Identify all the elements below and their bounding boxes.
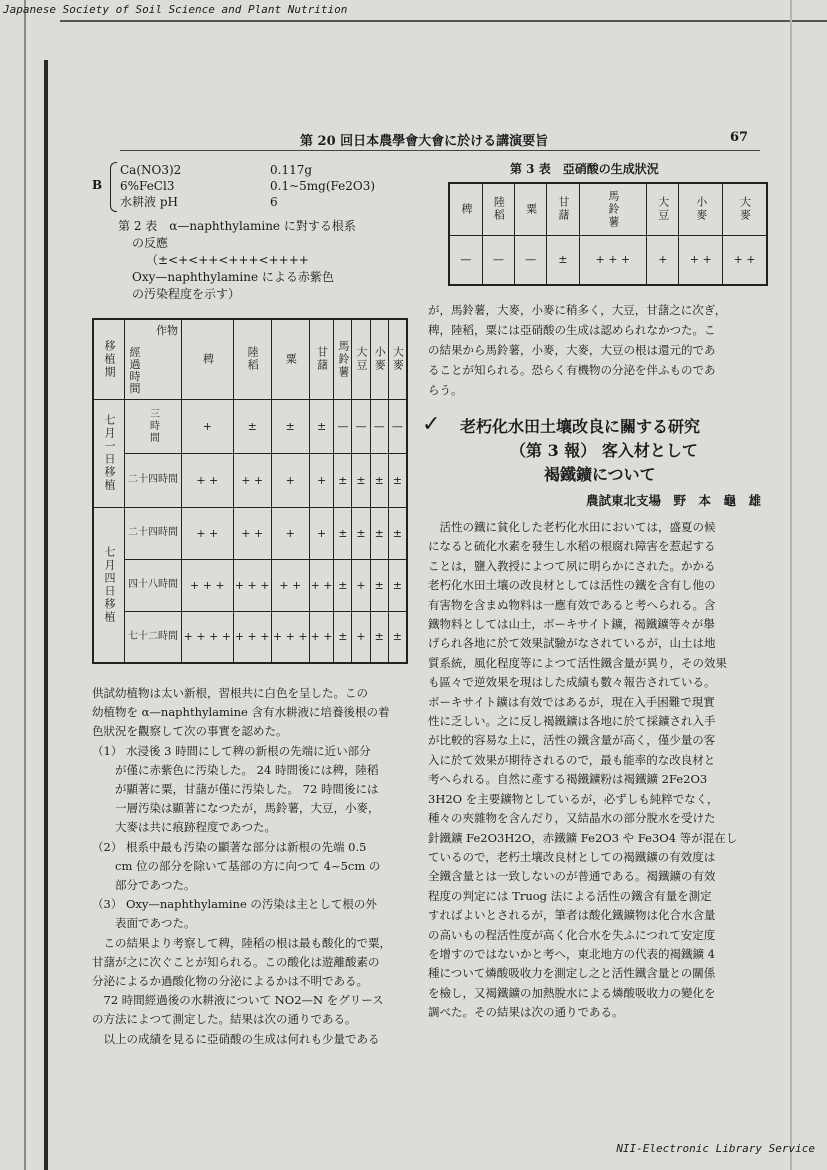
table2-cell: + + + bbox=[182, 559, 234, 611]
table2-cell: + bbox=[309, 453, 334, 507]
table2-crop-header: 粟 bbox=[271, 319, 309, 399]
table2-cell: ± bbox=[309, 399, 334, 453]
table2-cell: ± bbox=[370, 453, 388, 507]
article-body: 活性の鐵に貧化した老朽化水田においては，盛夏の候 になると硫化水素を發生し水稻の根腐れ障害を惹起する ことは，鹽入教授によつて夙に明らかにされた。かかる 老朽化水田土壤の改良材としては活性の鐵を含有し他の 有害物を含まぬ物料は一應有效であると考へられる。含 鐵物料としては山土，ボーキサイト鑛，褐鐵鑛等々が舉 げられ各地に於て效果試驗がなされているが，山土は地 質系統，風化程度等によつて活性鐵含量が異り，その效果 も區々で逆效果を現はした成績も數々報告されている。 ボーキサイト鑛は有效ではあるが，現在入手困難で現實 性に乏しい。之に反し褐鐵鑛は各地に於て採鑛され入手 が比較的容易な上に，活性の鐵含量が高く，僅少量の客 入に於て效果が期待されるので，最も能率的な改良材と 考へられる。自然に產する褐鐵鑛粉は褐鐵鑛 2Fe2O3 3H2O を主要鑛物としているが，必ずしも純粹でなく， 種々の夾雜物を含んだり，又結晶水の部分脫水を受けた 針鐵鑛 Fe2O3H2O，赤鐵鑛 Fe2O3 や Fe3O4 等が混在し ているので，老朽土壤改良材としての褐鐵鑛の有效度は 全鐵含量とは一致しないのが普通である。褐鐵鑛の有效 程度の判定には Truog 法による活性の鐵含有量を測定 すればよいとされるが，筆者は酸化鐵鑛物は化合水含量 の高いもの程活性度が高く化合水を失ふにつれて安定度 を增すのではないかと考へ，東北地方の代表的褐鐵鑛 4 種について燐酸吸收力を測定し之と活性鐵含量との關係 を檢し，又褐鐵鑛の加熱脫水による燐酸吸收力の變化を 調べた。その結果は次の通りである。 bbox=[428, 520, 738, 1020]
table2-cell: ± bbox=[388, 559, 407, 611]
table2-cell: + + + + bbox=[182, 611, 234, 663]
table-row bbox=[93, 399, 407, 453]
table3-crop-header: 陸稻 bbox=[482, 183, 514, 235]
table2-cell: ± bbox=[388, 507, 407, 559]
table2-crop-header: 大豆 bbox=[352, 319, 370, 399]
formula-row: 水耕液 pH 6 bbox=[120, 195, 278, 209]
table2-cell: ± bbox=[334, 559, 352, 611]
running-header: 第 20 回日本農學會大會に於ける講演要旨 bbox=[300, 134, 549, 149]
table3-header-row bbox=[449, 183, 767, 235]
table3-cell: ± bbox=[547, 235, 579, 285]
table2-cell: — bbox=[352, 399, 370, 453]
formula-label: B bbox=[92, 178, 103, 192]
formula-row: 6%FeCl3 0.1~5mg(Fe2O3) bbox=[120, 179, 376, 193]
table2-cell: + bbox=[271, 507, 309, 559]
table2-cell: ± bbox=[271, 399, 309, 453]
table2-time-cell: 七十二時間 bbox=[125, 611, 182, 663]
table3-crop-header: 馬鈴薯 bbox=[579, 183, 647, 235]
article-title-line: 老朽化水田土壤改良に關する研究 bbox=[460, 417, 701, 436]
table2-period-cell: 七月一日移植 bbox=[93, 399, 125, 507]
table2-crop-header: 甘藷 bbox=[309, 319, 334, 399]
table2-cell: — bbox=[334, 399, 352, 453]
table3-cell: + + + bbox=[579, 235, 647, 285]
table2-period-cell: 七月四日移植 bbox=[93, 507, 125, 663]
table3-crop-header: 小麥 bbox=[679, 183, 723, 235]
table3-crop-header: 甘藷 bbox=[547, 183, 579, 235]
table2-cell: ± bbox=[388, 453, 407, 507]
table2-cell: + bbox=[182, 399, 234, 453]
table3-cell: + + bbox=[679, 235, 723, 285]
check-mark: ✓ bbox=[422, 412, 441, 437]
table2-cell: + + + bbox=[271, 611, 309, 663]
article-author: 農試東北支場 野 本 龜 雄 bbox=[586, 493, 762, 508]
table2-cell: + + bbox=[182, 507, 234, 559]
page-number: 67 bbox=[730, 130, 749, 145]
binding-shadow bbox=[24, 0, 26, 1170]
table2-cell: ± bbox=[334, 453, 352, 507]
table2-cell: + + bbox=[271, 559, 309, 611]
table3-cell: — bbox=[449, 235, 482, 285]
table2-cell: + bbox=[352, 559, 370, 611]
table2-cell: + bbox=[352, 611, 370, 663]
formula-row: Ca(NO3)2 0.117g bbox=[120, 163, 313, 177]
table2-cell: + + bbox=[309, 559, 334, 611]
table-row bbox=[93, 611, 407, 663]
table2-cell: — bbox=[370, 399, 388, 453]
table2-cell: + + bbox=[309, 611, 334, 663]
binding-edge bbox=[44, 60, 48, 1170]
footer-service: NII-Electronic Library Service bbox=[616, 1142, 815, 1155]
table3-cell: — bbox=[514, 235, 546, 285]
source-header: Japanese Society of Soil Science and Plant Nutrition bbox=[3, 3, 348, 16]
table3-cell: + bbox=[647, 235, 679, 285]
table2-cell: ± bbox=[370, 611, 388, 663]
table2 bbox=[92, 318, 408, 664]
table-row bbox=[93, 453, 407, 507]
table3-cell: — bbox=[482, 235, 514, 285]
table2-cell: + + bbox=[182, 453, 234, 507]
table2-time-cell: 二十四時間 bbox=[125, 507, 182, 559]
table2-cell: ± bbox=[233, 399, 271, 453]
table2-cell: + + + bbox=[233, 559, 271, 611]
table2-time-cell: 四十八時間 bbox=[125, 559, 182, 611]
table2-cell: + + + bbox=[233, 611, 271, 663]
table3-crop-header: 粟 bbox=[514, 183, 546, 235]
table2-crop-header: 陸稻 bbox=[233, 319, 271, 399]
table-row bbox=[93, 507, 407, 559]
table2-cell: ± bbox=[334, 611, 352, 663]
table3-crop-header: 稗 bbox=[449, 183, 482, 235]
table3-caption: 第 3 表 亞硝酸の生成狀況 bbox=[510, 162, 659, 176]
table2-cell: ± bbox=[370, 559, 388, 611]
table2-header-row bbox=[93, 319, 407, 399]
table-row bbox=[449, 235, 767, 285]
table2-crop-header: 稗 bbox=[182, 319, 234, 399]
table2-cell: + bbox=[309, 507, 334, 559]
table2-cell: ± bbox=[388, 611, 407, 663]
table2-cell: ± bbox=[352, 507, 370, 559]
table2-crop-header: 大麥 bbox=[388, 319, 407, 399]
table2-time-cell: 三時間 bbox=[125, 399, 182, 453]
table3-cell: + + bbox=[722, 235, 767, 285]
table2-cell: ± bbox=[370, 507, 388, 559]
table2-corner-period: 移植期 bbox=[93, 319, 125, 399]
table2-cell: ± bbox=[334, 507, 352, 559]
table3-crop-header: 大豆 bbox=[647, 183, 679, 235]
table2-cell: + + bbox=[233, 507, 271, 559]
table2-corner: 作物 經過時間 bbox=[125, 319, 182, 399]
left-body: 供試幼植物は太い新根，習根共に白色を呈した。この 幼植物を α—naphthylamine 含有水耕液に培養後根の着 色狀況を觀察して次の事實を認めた。 （1） 水浸後 3 時間にして稗の新根の先端に近い部分 が僅に赤紫色に汚染した。 24 時間後には稗，陸稻 が顯著に粟，甘藷が僅に汚染した。 72 時間後には 一層汚染は顯著になつたが，馬鈴薯，大豆，小麥， 大麥は共に痕跡程度であつた。 （2） 根系中最も汚染の顯著な部分は新根の先端 0.5 cm 位の部分を除いて基部の方に向つて 4~5cm の 部分であつた。 （3） Oxy—naphthylamine の汚染は主として根の外 表面であつた。 この結果より考察して稗，陸稻の根は最も酸化的で粟， 甘藷が之に次ぐことが知られる。この酸化は遊離酸素の 分泌によるか過酸化物の分泌によるかは不明である。 72 時間經過後の水耕液について NO2—N をグリース の方法によつて測定した。結果は次の通りである。 以上の成績を見るに亞硝酸の生成は何れも少量である bbox=[92, 686, 391, 1046]
table2-crop-header: 小麥 bbox=[370, 319, 388, 399]
table2-time-cell: 二十四時間 bbox=[125, 453, 182, 507]
table3 bbox=[448, 182, 768, 286]
formula-bracket bbox=[110, 162, 117, 212]
table2-cell: + bbox=[271, 453, 309, 507]
table2-cell: ± bbox=[352, 453, 370, 507]
table2-crop-header: 馬鈴薯 bbox=[334, 319, 352, 399]
table-row bbox=[93, 559, 407, 611]
table2-cell: — bbox=[388, 399, 407, 453]
header-rule bbox=[120, 150, 760, 151]
table3-crop-header: 大麥 bbox=[722, 183, 767, 235]
formula-block bbox=[120, 162, 375, 210]
page-fold bbox=[790, 0, 792, 1170]
table2-cell: + + bbox=[233, 453, 271, 507]
article-title-line: （第 3 報） 客入材として bbox=[510, 441, 698, 460]
right-intro: が，馬鈴薯，大麥，小麥に稍多く，大豆，甘藷之に次ぎ， 稗，陸稻，粟には亞硝酸の生成は認められなかつた。こ の結果から馬鈴薯，小麥，大麥，大豆の根は還元的であ ることが知られる。恐らく有機物の分泌を伴ふものであ らう。 bbox=[428, 303, 727, 397]
page-top-edge bbox=[60, 20, 827, 22]
article-title-line: 褐鐵鑛について bbox=[544, 465, 656, 484]
table2-caption: 第 2 表 α—naphthylamine に對する根系 の反應 （±<+<++<+++<++++ Oxy—naphthylamine による赤紫色 の汚染程度を示す） bbox=[118, 219, 356, 301]
